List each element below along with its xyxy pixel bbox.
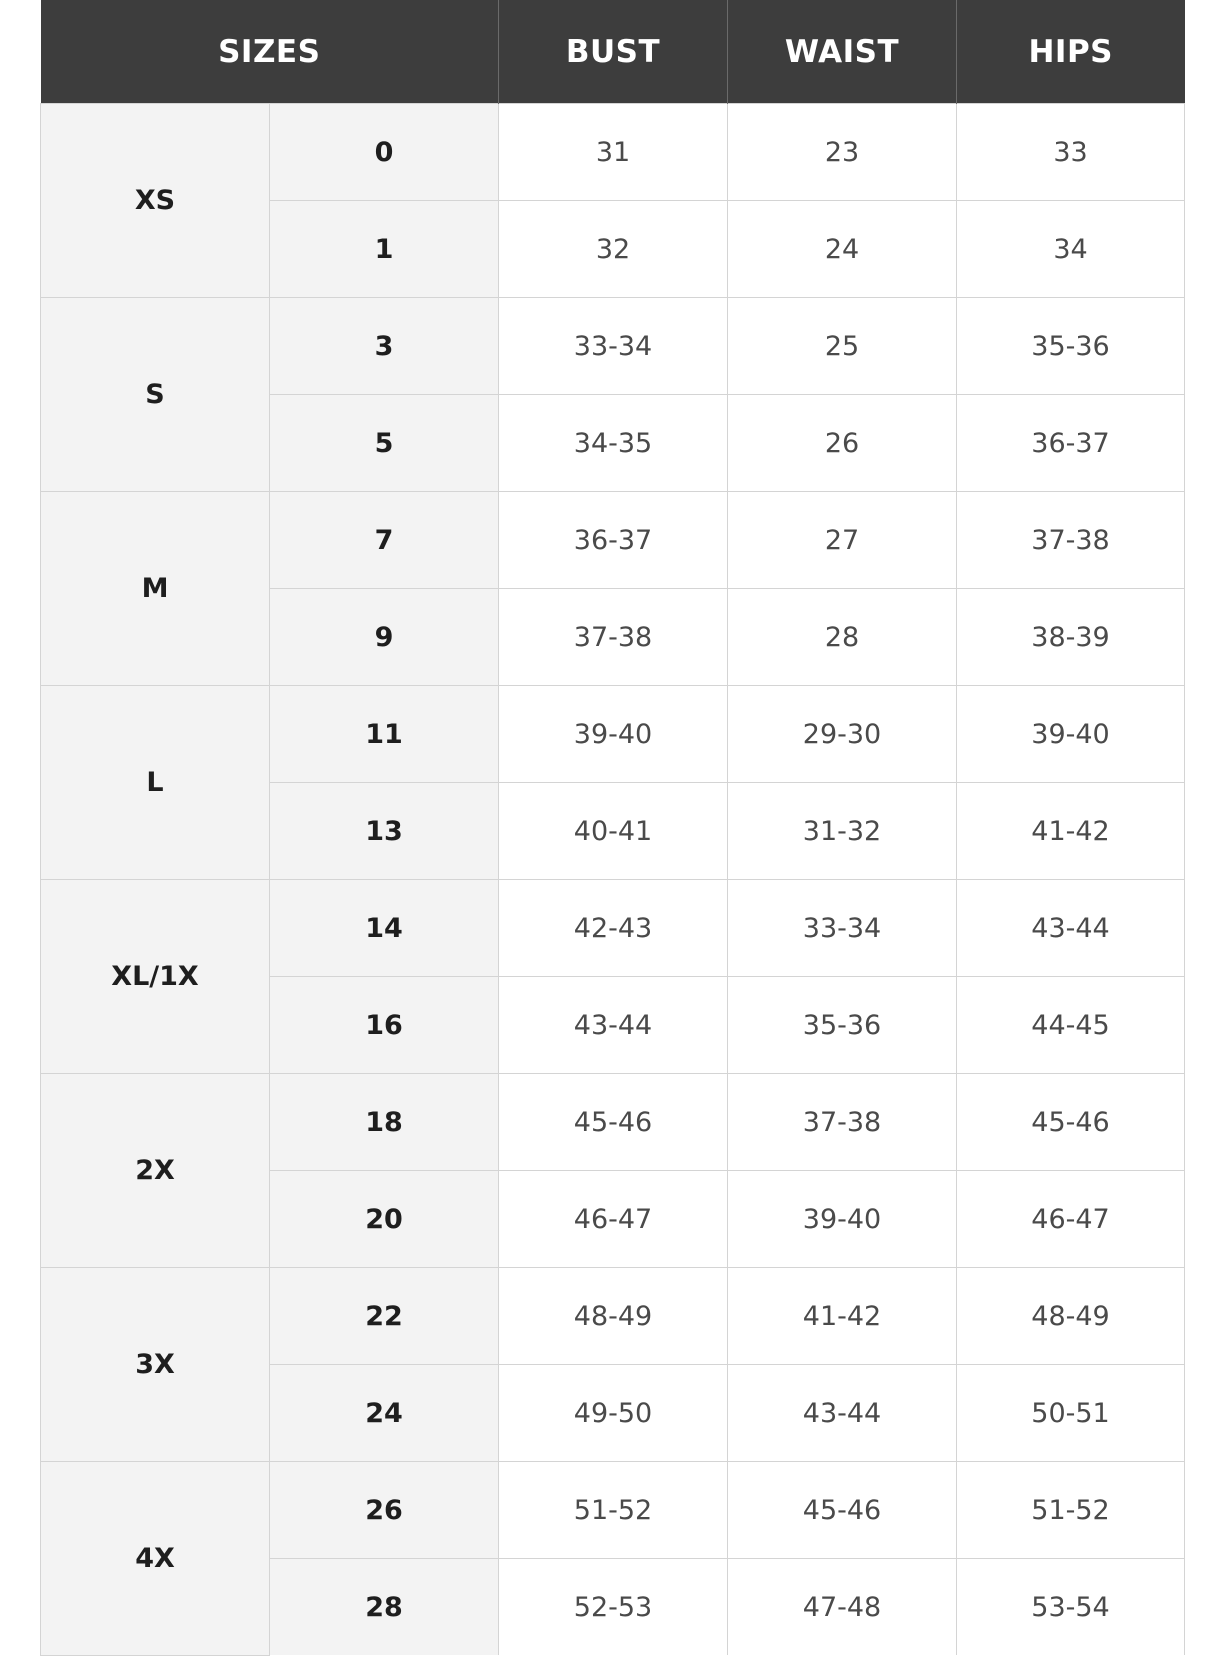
waist-cell: 35-36 bbox=[728, 977, 957, 1074]
size-letter-cell: XL/1X bbox=[41, 880, 270, 1074]
size-number-cell: 22 bbox=[270, 1268, 499, 1365]
table-row bbox=[41, 492, 1185, 589]
waist-cell: 25 bbox=[728, 298, 957, 395]
table-row bbox=[41, 1462, 1185, 1559]
header-row bbox=[41, 0, 1185, 104]
size-number-cell: 14 bbox=[270, 880, 499, 977]
size-number-cell: 11 bbox=[270, 686, 499, 783]
size-letter-cell: XS bbox=[41, 104, 270, 298]
hips-cell: 35-36 bbox=[957, 298, 1185, 395]
waist-cell: 27 bbox=[728, 492, 957, 589]
size-number-cell: 1 bbox=[270, 201, 499, 298]
hips-cell: 36-37 bbox=[957, 395, 1185, 492]
waist-cell: 23 bbox=[728, 104, 957, 201]
waist-cell: 33-34 bbox=[728, 880, 957, 977]
size-number-cell: 5 bbox=[270, 395, 499, 492]
waist-cell: 41-42 bbox=[728, 1268, 957, 1365]
waist-cell: 29-30 bbox=[728, 686, 957, 783]
hips-cell: 34 bbox=[957, 201, 1185, 298]
bust-cell: 46-47 bbox=[499, 1171, 728, 1268]
waist-cell: 24 bbox=[728, 201, 957, 298]
size-letter-cell: 3X bbox=[41, 1268, 270, 1462]
hips-cell: 45-46 bbox=[957, 1074, 1185, 1171]
hips-cell: 37-38 bbox=[957, 492, 1185, 589]
bust-cell: 52-53 bbox=[499, 1559, 728, 1656]
header-sizes: SIZES bbox=[41, 0, 499, 104]
hips-cell: 38-39 bbox=[957, 589, 1185, 686]
size-number-cell: 16 bbox=[270, 977, 499, 1074]
size-letter-cell: S bbox=[41, 298, 270, 492]
bust-cell: 42-43 bbox=[499, 880, 728, 977]
bust-cell: 48-49 bbox=[499, 1268, 728, 1365]
table-row bbox=[41, 1268, 1185, 1365]
bust-cell: 31 bbox=[499, 104, 728, 201]
bust-cell: 32 bbox=[499, 201, 728, 298]
size-number-cell: 7 bbox=[270, 492, 499, 589]
size-number-cell: 3 bbox=[270, 298, 499, 395]
bust-cell: 39-40 bbox=[499, 686, 728, 783]
waist-cell: 26 bbox=[728, 395, 957, 492]
hips-cell: 51-52 bbox=[957, 1462, 1185, 1559]
table-row bbox=[41, 880, 1185, 977]
table-row bbox=[41, 104, 1185, 201]
bust-cell: 49-50 bbox=[499, 1365, 728, 1462]
table-row bbox=[41, 298, 1185, 395]
header-waist: WAIST bbox=[728, 0, 957, 104]
size-number-cell: 28 bbox=[270, 1559, 499, 1656]
hips-cell: 41-42 bbox=[957, 783, 1185, 880]
hips-cell: 33 bbox=[957, 104, 1185, 201]
size-number-cell: 24 bbox=[270, 1365, 499, 1462]
header-bust: BUST bbox=[499, 0, 728, 104]
size-number-cell: 0 bbox=[270, 104, 499, 201]
waist-cell: 45-46 bbox=[728, 1462, 957, 1559]
size-letter-cell: L bbox=[41, 686, 270, 880]
size-number-cell: 20 bbox=[270, 1171, 499, 1268]
waist-cell: 31-32 bbox=[728, 783, 957, 880]
size-chart-table bbox=[40, 0, 1185, 1656]
size-number-cell: 18 bbox=[270, 1074, 499, 1171]
header-hips: HIPS bbox=[957, 0, 1185, 104]
size-letter-cell: 2X bbox=[41, 1074, 270, 1268]
waist-cell: 43-44 bbox=[728, 1365, 957, 1462]
hips-cell: 44-45 bbox=[957, 977, 1185, 1074]
bust-cell: 36-37 bbox=[499, 492, 728, 589]
hips-cell: 39-40 bbox=[957, 686, 1185, 783]
size-number-cell: 9 bbox=[270, 589, 499, 686]
bust-cell: 45-46 bbox=[499, 1074, 728, 1171]
size-letter-cell: 4X bbox=[41, 1462, 270, 1656]
waist-cell: 47-48 bbox=[728, 1559, 957, 1656]
waist-cell: 37-38 bbox=[728, 1074, 957, 1171]
hips-cell: 50-51 bbox=[957, 1365, 1185, 1462]
table-row bbox=[41, 686, 1185, 783]
size-number-cell: 26 bbox=[270, 1462, 499, 1559]
hips-cell: 43-44 bbox=[957, 880, 1185, 977]
size-letter-cell: M bbox=[41, 492, 270, 686]
bust-cell: 33-34 bbox=[499, 298, 728, 395]
bust-cell: 37-38 bbox=[499, 589, 728, 686]
hips-cell: 53-54 bbox=[957, 1559, 1185, 1656]
bust-cell: 43-44 bbox=[499, 977, 728, 1074]
bust-cell: 40-41 bbox=[499, 783, 728, 880]
waist-cell: 39-40 bbox=[728, 1171, 957, 1268]
size-number-cell: 13 bbox=[270, 783, 499, 880]
bust-cell: 34-35 bbox=[499, 395, 728, 492]
table-row bbox=[41, 1074, 1185, 1171]
hips-cell: 48-49 bbox=[957, 1268, 1185, 1365]
hips-cell: 46-47 bbox=[957, 1171, 1185, 1268]
bust-cell: 51-52 bbox=[499, 1462, 728, 1559]
waist-cell: 28 bbox=[728, 589, 957, 686]
